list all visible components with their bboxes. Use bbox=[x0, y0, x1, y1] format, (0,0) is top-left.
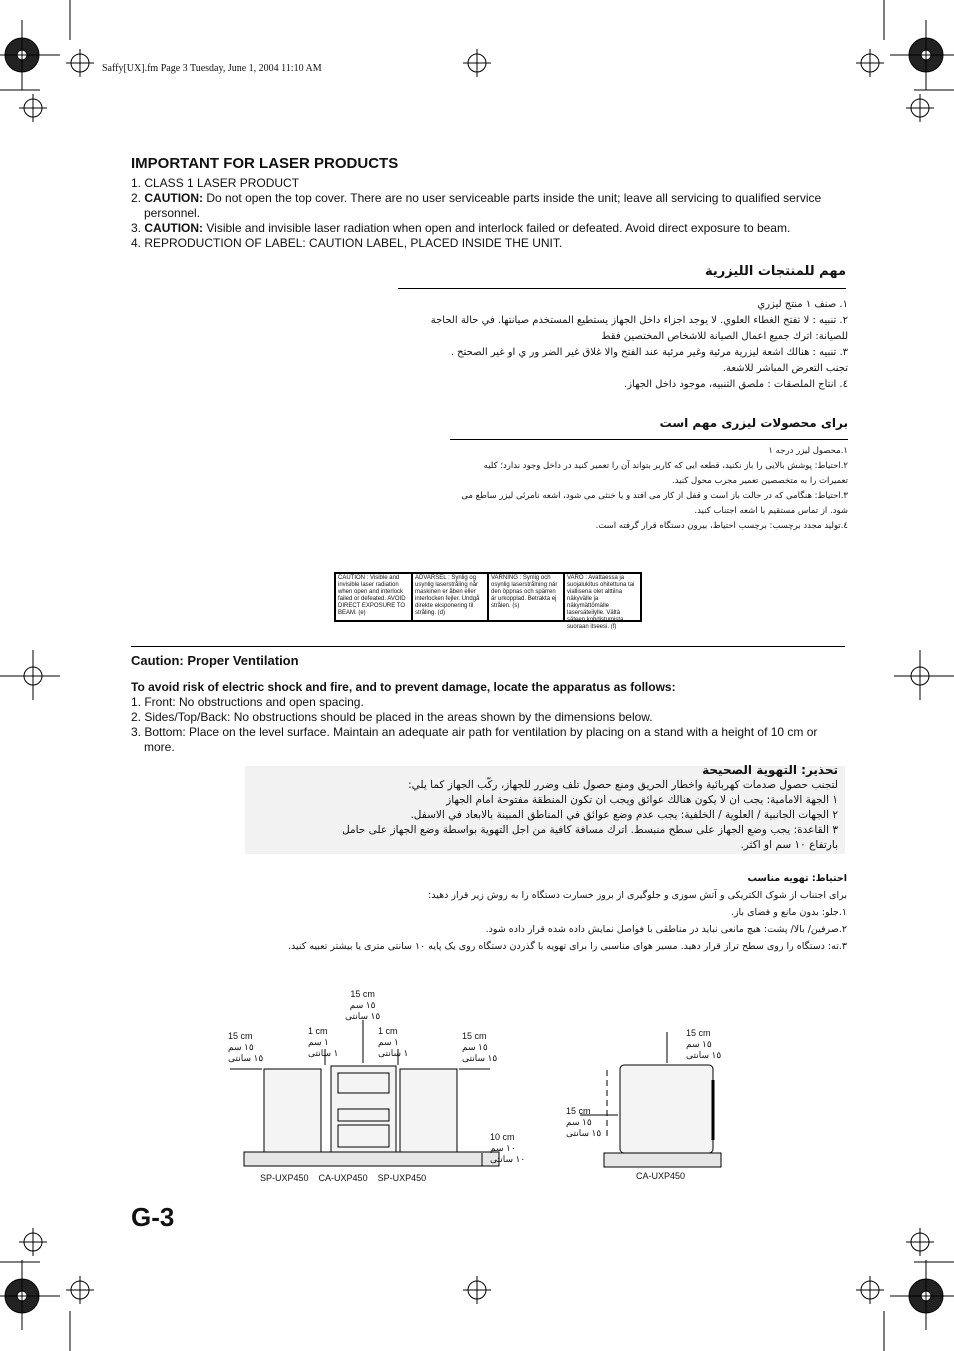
crop-mark-top-left bbox=[0, 20, 60, 90]
target-right-1 bbox=[906, 94, 934, 122]
persian-ventilation-line: براى اجتناب از شوک الكتريكى و آتش سوزى و جلوگيرى از بروز خسارت دستگاه را به روش زير قرار دهيد: bbox=[428, 890, 847, 901]
arabic-laser-title: مهم للمنتجات الليزرية bbox=[705, 264, 846, 279]
unit-side bbox=[620, 1065, 713, 1153]
top-clearance-label bbox=[345, 989, 380, 1022]
target-left-1 bbox=[19, 94, 47, 122]
target-bottom-left bbox=[66, 1276, 94, 1304]
arabic-laser-line: ٢. تنبيه : لا تفتح الغطاء العلوي. لا يوجد اجزاء داخل الجهاز يستطيع المستخدم صيانتها. في حالة الحاجة bbox=[430, 315, 848, 326]
persian-laser-line: ٣.احتياط: هنگامى كه در حالت باز است و قفل از كار مى افتد و يا خنثى مى شود، اشعه نامرئى ليزر ساطع مى bbox=[461, 491, 848, 501]
dim-text: 15 cm bbox=[462, 1031, 487, 1041]
arabic-ventilation-line: لتجنب حصول صدمات كهربائية واخطار الحريق ومنع حصول تلف وضرر للجهاز، ركّب الجهاز كما يلي: bbox=[408, 779, 838, 791]
arabic-laser-line: ٣. تنبيه : هنالك اشعة ليزرية مرئية وغير مرئية عند الفتح والا غلاق غير الضر ور ي او غير الصحتح . bbox=[450, 347, 848, 358]
arabic-laser-line: ١. صنف ١ منتج ليزري bbox=[757, 299, 848, 310]
dim-text: 1 cm bbox=[308, 1026, 328, 1036]
ventilation-item: 3. Bottom: Place on the level surface. Maintain an adequate air path for ventilation by placing on a stand with a height of 10 cm or bbox=[131, 725, 818, 739]
arabic-ventilation bbox=[260, 763, 838, 853]
dim-text: ١ سانتى bbox=[308, 1048, 339, 1058]
gap2-label bbox=[378, 1026, 408, 1059]
persian-ventilation-line: ١.جلو: بدون مانع و فضاى باز. bbox=[730, 907, 847, 918]
arabic-ventilation-line: ٣ القاعدة: يجب وضع الجهاز على سطح منبسط. اترك مسافة كافية من اجل التهوية بواسطة وضع الجهاز على حامل bbox=[342, 824, 838, 836]
dim-text: ١٥ سم bbox=[349, 1000, 376, 1010]
laser-item-4: 4. REPRODUCTION OF LABEL: CAUTION LABEL, PLACED INSIDE THE UNIT. bbox=[131, 236, 563, 250]
laser-item-2-cont: personnel. bbox=[144, 206, 201, 220]
persian-laser-title: برای محصولات لیزری مهم است bbox=[659, 416, 848, 430]
caption: SP-UXP450 bbox=[377, 1173, 427, 1183]
gap1-label bbox=[308, 1026, 338, 1059]
crop-mark-bottom-left bbox=[0, 1260, 60, 1330]
persian-ventilation bbox=[225, 870, 847, 955]
dim-text: ١٥ سانتى bbox=[462, 1053, 498, 1063]
dim-text: ١٥ سم bbox=[686, 1039, 712, 1049]
arabic-ventilation-line: ١ الجهة الامامية: يجب ان لا يكون هنالك عوائق ويجب ان تكون المنطقة مفتوحة امام الجهاز bbox=[446, 794, 838, 806]
laser-item-2: 2. CAUTION: Do not open the top cover. There are no user serviceable parts inside the unit; leave all servicing to qualified service bbox=[131, 191, 822, 205]
dim-text: ١٥ سم bbox=[462, 1042, 488, 1052]
ventilation-item-cont: more. bbox=[144, 740, 175, 754]
dim-text: ١٥ سانتى bbox=[345, 1011, 381, 1021]
dim-text: 15 cm bbox=[566, 1106, 591, 1116]
target-bottom-right bbox=[856, 1276, 884, 1304]
arabic-ventilation-line: بارتفاع ١٠ سم او اكثر. bbox=[740, 839, 838, 851]
left-speaker bbox=[264, 1069, 321, 1152]
side-back-label bbox=[566, 1106, 601, 1139]
caution-label-english: CAUTION : Visible and invisible laser radiation when open and interlock failed or defeated. AVOID DIRECT EXPOSURE TO BEAM. (e) bbox=[335, 573, 412, 621]
file-info-header: Saffy[UX].fm Page 3 Tuesday, June 1, 2004 11:10 AM bbox=[102, 63, 322, 74]
caution-label-swedish: VARNING : Synlig och osynlig laserstrålning när den öppnas och spärren är urkopplad. Betrakta ej strålen. (s) bbox=[488, 573, 564, 621]
target-left-2 bbox=[19, 1228, 47, 1256]
ventilation-title: Caution: Proper Ventilation bbox=[131, 653, 299, 668]
left-clearance-label bbox=[228, 1031, 263, 1064]
caution-label-finnish: VARO : Avattaessa ja suojalukitus ohitettuna tai viallisena olet alttiina näkyvälle ja näkymättömälle lasersäteilylle. Vältä säteen kohdistumista suoraan itseesi. (f) bbox=[564, 573, 641, 621]
persian-laser-line: شود. از تماس مستقيم با اشعه اجتناب كنيد. bbox=[694, 506, 848, 516]
bottom-clearance-label bbox=[490, 1132, 525, 1165]
target-top-left bbox=[66, 49, 94, 77]
laser-item-3: 3. CAUTION: Visible and invisible laser radiation when open and interlock failed or defeated. Avoid direct exposure to beam. bbox=[131, 221, 791, 235]
side-caption: CA-UXP450 bbox=[636, 1171, 686, 1181]
target-mid-left bbox=[0, 650, 60, 700]
side-top-label bbox=[686, 1028, 721, 1061]
persian-ventilation-line: ٣.ته: دستگاه را روى سطح تراز قرار دهيد. مسير هواى مناسبى را براى تهويه با گذردن دستگاه روى يک پايه ١٠ سانتى مترى يا بيشتر تعبيه كنيد. bbox=[288, 941, 847, 952]
dim-text: 15 cm bbox=[228, 1031, 253, 1041]
page-number: G-3 bbox=[131, 1202, 175, 1232]
persian-laser-line: ٤.توليد مجدد برچسب: برچسب احتياط، بيرون دستگاه قرار گرفته است. bbox=[595, 521, 848, 531]
caution-label bbox=[334, 572, 642, 630]
arabic-laser-line: تجنب التعرض المباشر للاشعة. bbox=[722, 363, 848, 374]
ventilation-lead: To avoid risk of electric shock and fire, and to prevent damage, locate the apparatus as follows: bbox=[131, 680, 676, 694]
dim-text: ١٥ سانتى bbox=[686, 1050, 722, 1060]
divider bbox=[450, 439, 848, 440]
target-bottom-center bbox=[463, 1276, 491, 1304]
dim-text: ١ سم bbox=[378, 1037, 399, 1047]
crop-mark-bottom-right bbox=[890, 1260, 954, 1330]
section-divider bbox=[131, 646, 845, 647]
laser-item-1: 1. CLASS 1 LASER PRODUCT bbox=[131, 176, 300, 190]
dim-text: 15 cm bbox=[350, 989, 375, 999]
dim-text: ١ سم bbox=[308, 1037, 329, 1047]
dim-text: ١٠ سم bbox=[490, 1143, 516, 1153]
dim-text: ١ سانتى bbox=[378, 1048, 409, 1058]
dim-text: ١٥ سم bbox=[228, 1042, 254, 1052]
target-top-right bbox=[856, 49, 884, 77]
stand bbox=[604, 1153, 721, 1167]
caption: SP-UXP450 bbox=[260, 1173, 309, 1183]
target-top-center bbox=[463, 49, 491, 77]
ventilation-list bbox=[131, 680, 847, 755]
dim-text: 15 cm bbox=[686, 1028, 711, 1038]
ventilation-item: 2. Sides/Top/Back: No obstructions should be placed in the areas shown by the dimensions below. bbox=[131, 710, 653, 724]
dim-text: 1 cm bbox=[378, 1026, 398, 1036]
target-mid-right bbox=[894, 650, 954, 700]
persian-laser-list bbox=[420, 444, 848, 534]
laser-title: IMPORTANT FOR LASER PRODUCTS bbox=[131, 155, 399, 172]
dim-text: ١٠ سانتى bbox=[490, 1154, 526, 1164]
persian-laser-line: ١.محصول ليزر درجه ١ bbox=[768, 446, 848, 456]
dim-text: ١٥ سانتى bbox=[228, 1053, 264, 1063]
persian-laser-line: ٢.احتياط: پوشش بالايى را باز نكنيد، قطعه ايى كه كاربر بتواند آن را تعمير كنيد در داخل وجود ندارد؛ كليه bbox=[483, 461, 848, 471]
arabic-laser-list bbox=[380, 297, 848, 393]
front-captions bbox=[260, 1173, 426, 1183]
stand bbox=[244, 1152, 499, 1166]
caution-label-danish: ADVARSEL : Synlig og usynlig laserstråling når maskinen er åben eller interlocken fejler. Undgå direkte eksponering til stråling. (d) bbox=[412, 573, 488, 621]
arabic-laser-line: للصيانة: اترك جميع اعمال الصيانة للاشخاص المختصين فقط bbox=[601, 331, 848, 342]
arabic-ventilation-title: تحذير: التهوية الصحيحة bbox=[702, 763, 838, 777]
right-clearance-label bbox=[462, 1031, 497, 1064]
persian-laser-line: تعميرات را به متخصصين تعمير مجرب محول كنيد. bbox=[672, 476, 848, 486]
arabic-ventilation-line: ٢ الجهات الجانبية / العلوية / الخلفية: يجب عدم وضع عوائق في المناطق المبينة بالابعاد في الاسفل. bbox=[410, 809, 838, 821]
ventilation-item: 1. Front: No obstructions and open spacing. bbox=[131, 695, 364, 709]
right-speaker bbox=[400, 1069, 457, 1152]
persian-ventilation-line: ٢.صرفين/ بالا/ پشت: هيچ مانعى نبايد در مناطقى با فواصل نمايش داده شده قرار داده شود. bbox=[485, 924, 847, 935]
arabic-laser-line: ٤. انتاج الملصقات : ملصق التنبيه، موجود داخل الجهاز. bbox=[624, 379, 848, 390]
persian-ventilation-title: احتياط: تهويه مناسب bbox=[747, 873, 847, 884]
dim-text: ١٥ سانتى bbox=[566, 1128, 602, 1138]
divider bbox=[398, 288, 846, 289]
crop-mark-top-right bbox=[890, 20, 954, 90]
caption: CA-UXP450 bbox=[318, 1173, 368, 1183]
dim-text: ١٥ سم bbox=[566, 1117, 592, 1127]
laser-list bbox=[131, 176, 851, 251]
target-right-2 bbox=[906, 1228, 934, 1256]
dim-text: 10 cm bbox=[490, 1132, 515, 1142]
